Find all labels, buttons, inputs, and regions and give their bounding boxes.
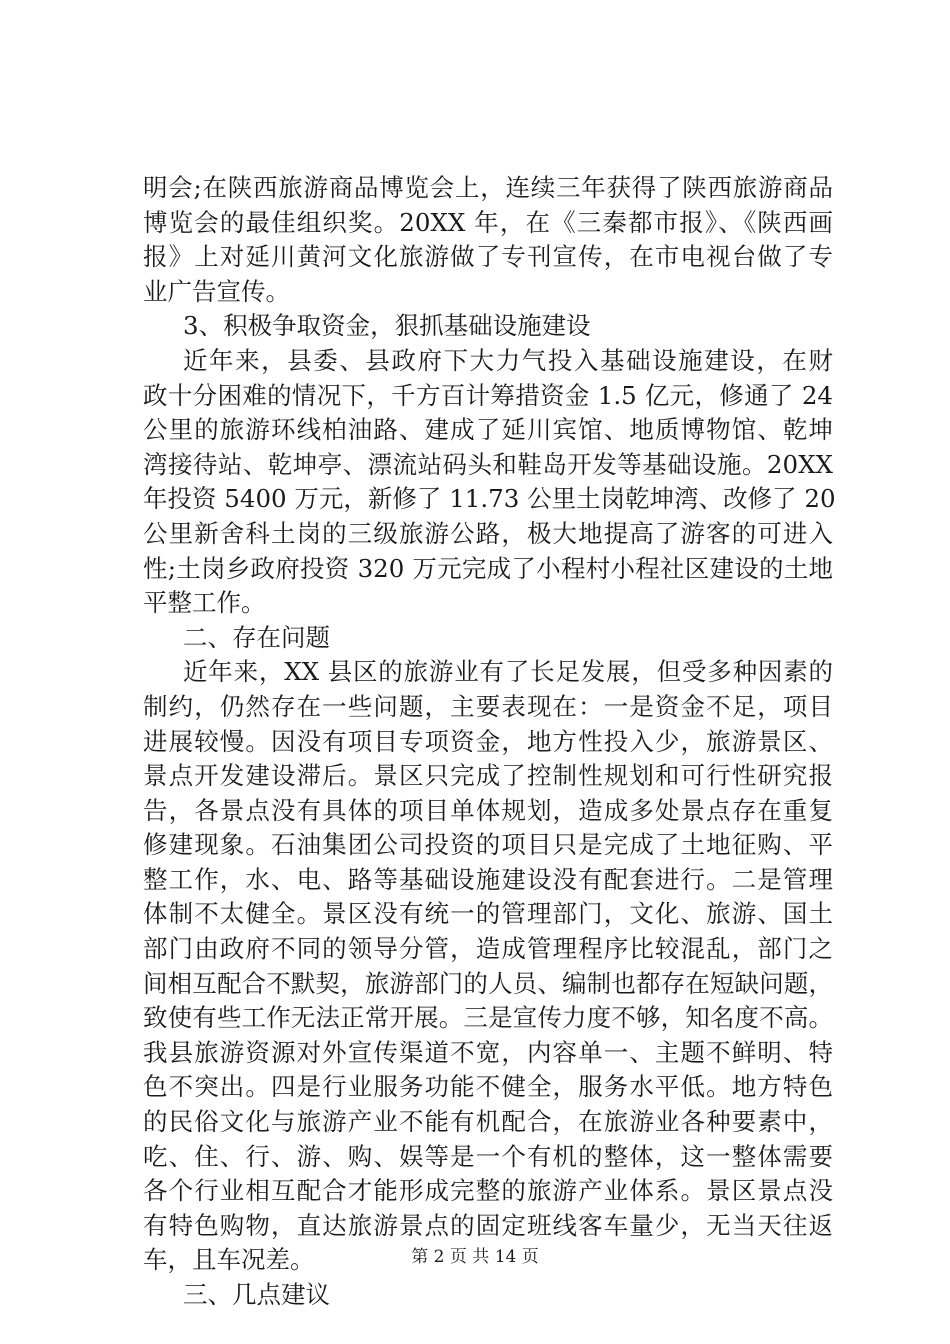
text-line: 明会;在陕西旅游商品博览会上，连续三年获得了陕西旅游商品 (143, 173, 833, 202)
text-line: 政十分困难的情况下，千方百计筹措资金 1.5 亿元，修通了 24 (143, 380, 833, 410)
text-line: 性;土岗乡政府投资 320 万元完成了小程村小程社区建设的土地 (143, 553, 833, 583)
text-line: 吃、住、行、游、购、娱等是一个有机的整体，这一整体需要 (143, 1141, 833, 1171)
text-line: 我县旅游资源对外宣传渠道不宽，内容单一、主题不鲜明、特 (143, 1037, 833, 1067)
text-line: 各个行业相互配合才能形成完整的旅游产业体系。景区景点没 (143, 1176, 833, 1206)
text-line: 体制不太健全。景区没有统一的管理部门，文化、旅游、国土 (143, 899, 833, 929)
text-line: 景点开发建设滞后。景区只完成了控制性规划和可行性研究报 (143, 761, 833, 791)
page-footer: 第 2 页 共 14 页 (411, 1247, 539, 1267)
text-line: 年投资 5400 万元，新修了 11.73 公里土岗乾坤湾、改修了 20 (143, 484, 836, 514)
text-line: 部门由政府不同的领导分管，造成管理程序比较混乱，部门之 (143, 934, 833, 964)
text-line: 博览会的最佳组织奖。20XX 年，在《三秦都市报》、《陕西画 (143, 207, 833, 237)
text-line: 制约，仍然存在一些问题，主要表现在：一是资金不足，项目 (143, 691, 833, 721)
text-line: 三、几点建议 (183, 1280, 330, 1309)
text-line: 报》上对延川黄河文化旅游做了专刊宣传，在市电视台做了专 (143, 242, 833, 272)
text-line: 近年来，县委、县政府下大力气投入基础设施建设，在财 (183, 345, 833, 375)
document-body (143, 171, 836, 1313)
text-line: 车，且车况差。 (143, 1245, 315, 1275)
text-line: 3、积极争取资金，狠抓基础设施建设 (183, 311, 591, 341)
text-line: 湾接待站、乾坤亭、漂流站码头和鞋岛开发等基础设施。20XX (143, 449, 833, 479)
text-line: 的民俗文化与旅游产业不能有机配合，在旅游业各种要素中， (143, 1107, 833, 1137)
text-line: 平整工作。 (143, 588, 266, 618)
text-line: 修建现象。石油集团公司投资的项目只是完成了土地征购、平 (143, 830, 833, 860)
text-line: 近年来，XX 县区的旅游业有了长足发展，但受多种因素的 (183, 657, 833, 687)
text-line: 整工作，水、电、路等基础设施建设没有配套进行。二是管理 (143, 864, 833, 894)
text-line: 进展较慢。因没有项目专项资金，地方性投入少，旅游景区、 (143, 726, 833, 756)
text-line: 二、存在问题 (183, 622, 330, 652)
text-line: 色不突出。四是行业服务功能不健全，服务水平低。地方特色 (143, 1072, 833, 1102)
text-line: 间相互配合不默契，旅游部门的人员、编制也都存在短缺问题， (143, 968, 833, 998)
text-line: 业广告宣传。 (143, 276, 290, 306)
text-line: 告，各景点没有具体的项目单体规划，造成多处景点存在重复 (143, 795, 833, 825)
text-line: 致使有些工作无法正常开展。三是宣传力度不够，知名度不高。 (143, 1003, 833, 1033)
text-line: 有特色购物，直达旅游景点的固定班线客车量少，无当天往返 (143, 1210, 833, 1240)
text-line: 公里的旅游环线柏油路、建成了延川宾馆、地质博物馆、乾坤 (143, 415, 833, 445)
text-line: 公里新舍科土岗的三级旅游公路，极大地提高了游客的可进入 (143, 518, 833, 548)
